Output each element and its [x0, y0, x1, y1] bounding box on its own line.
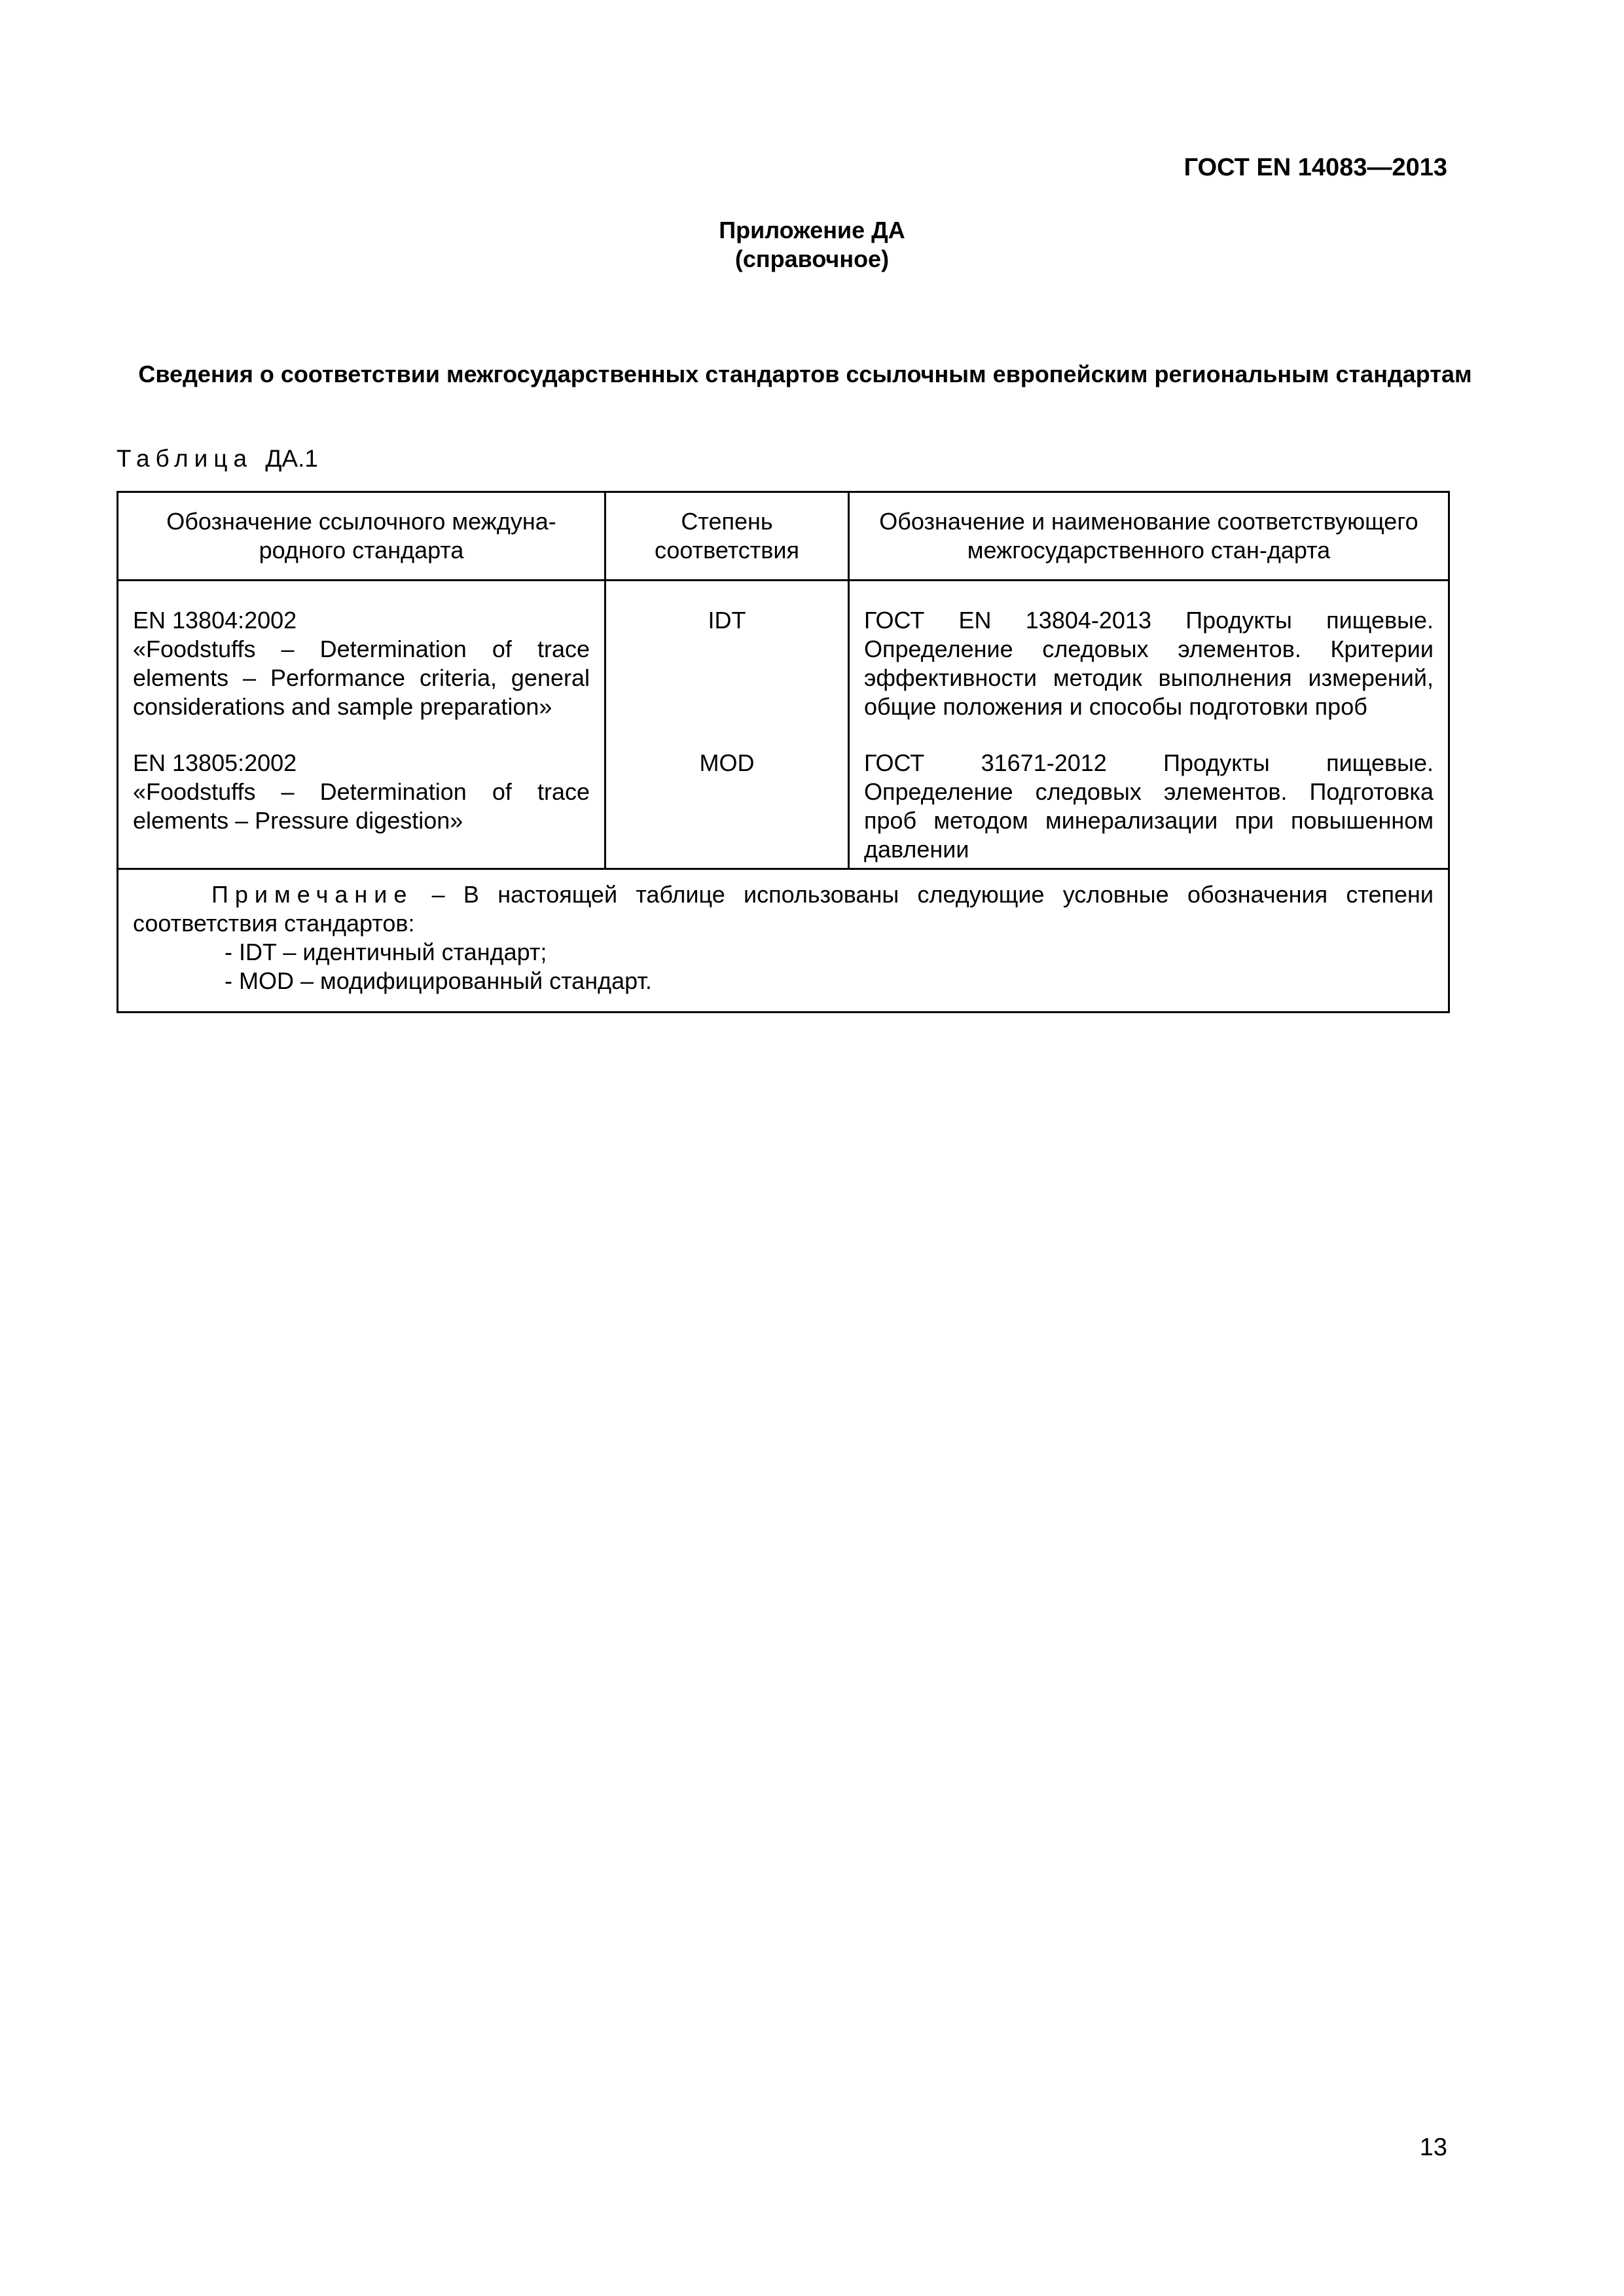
table-header-row	[118, 492, 1449, 581]
note-item: - MOD – модифицированный стандарт.	[225, 967, 652, 994]
table-note-row	[118, 869, 1449, 1013]
ref-code: EN 13805:2002	[133, 749, 297, 776]
gost-cell	[849, 581, 1449, 869]
note-paragraph	[133, 880, 1434, 938]
table-caption-label: Таблица	[117, 445, 253, 472]
header-gost: Обозначение и наименование соответствующего межгосударственного стан-дарта	[849, 492, 1449, 581]
ref-title: «Foodstuffs – Determination of trace elements – Performance criteria, general considerations and sample preparation»	[133, 636, 590, 720]
annex-title: Приложение ДА	[719, 217, 905, 243]
header-ref-standard: Обозначение ссылочного междуна-родного стандарта	[118, 492, 605, 581]
note-text: – В настоящей таблице использованы следующие условные обозначения степени соответствия стандартов:	[133, 881, 1434, 937]
gost-entry: ГОСТ EN 13804-2013 Продукты пищевые. Определение следовых элементов. Критерии эффективности методик выполнения измерений, общие положения и способы подготовки проб	[864, 607, 1434, 720]
table-caption	[117, 445, 318, 473]
ref-entry	[133, 606, 590, 721]
gost-entry: ГОСТ 31671-2012 Продукты пищевые. Определение следовых элементов. Подготовка проб методом минерализации при повышенном давлении	[864, 749, 1434, 863]
table-note	[118, 869, 1449, 1013]
page-number: 13	[1419, 2134, 1447, 2161]
table-body-row	[118, 581, 1449, 869]
note-label: Примечание	[211, 881, 414, 908]
degree-cell	[605, 581, 849, 869]
header-degree: Степень соответствия	[605, 492, 849, 581]
note-item: - IDT – идентичный стандарт;	[225, 939, 547, 965]
correspondence-table	[117, 491, 1450, 1013]
ref-entry	[133, 749, 590, 835]
degree-value: IDT	[708, 607, 746, 634]
degree-value: MOD	[699, 749, 755, 776]
annex-subtitle: (справочное)	[734, 245, 890, 272]
document-code: ГОСТ EN 14083—2013	[1183, 154, 1447, 181]
ref-code: EN 13804:2002	[133, 607, 297, 634]
ref-title: «Foodstuffs – Determination of trace elements – Pressure digestion»	[133, 778, 590, 834]
ref-standard-cell	[118, 581, 605, 869]
section-title: Сведения о соответствии межгосударственных стандартов ссылочным европейским региональным стандартам	[138, 361, 1472, 387]
annex-heading	[0, 216, 1624, 274]
table-caption-number: ДА.1	[265, 445, 318, 472]
